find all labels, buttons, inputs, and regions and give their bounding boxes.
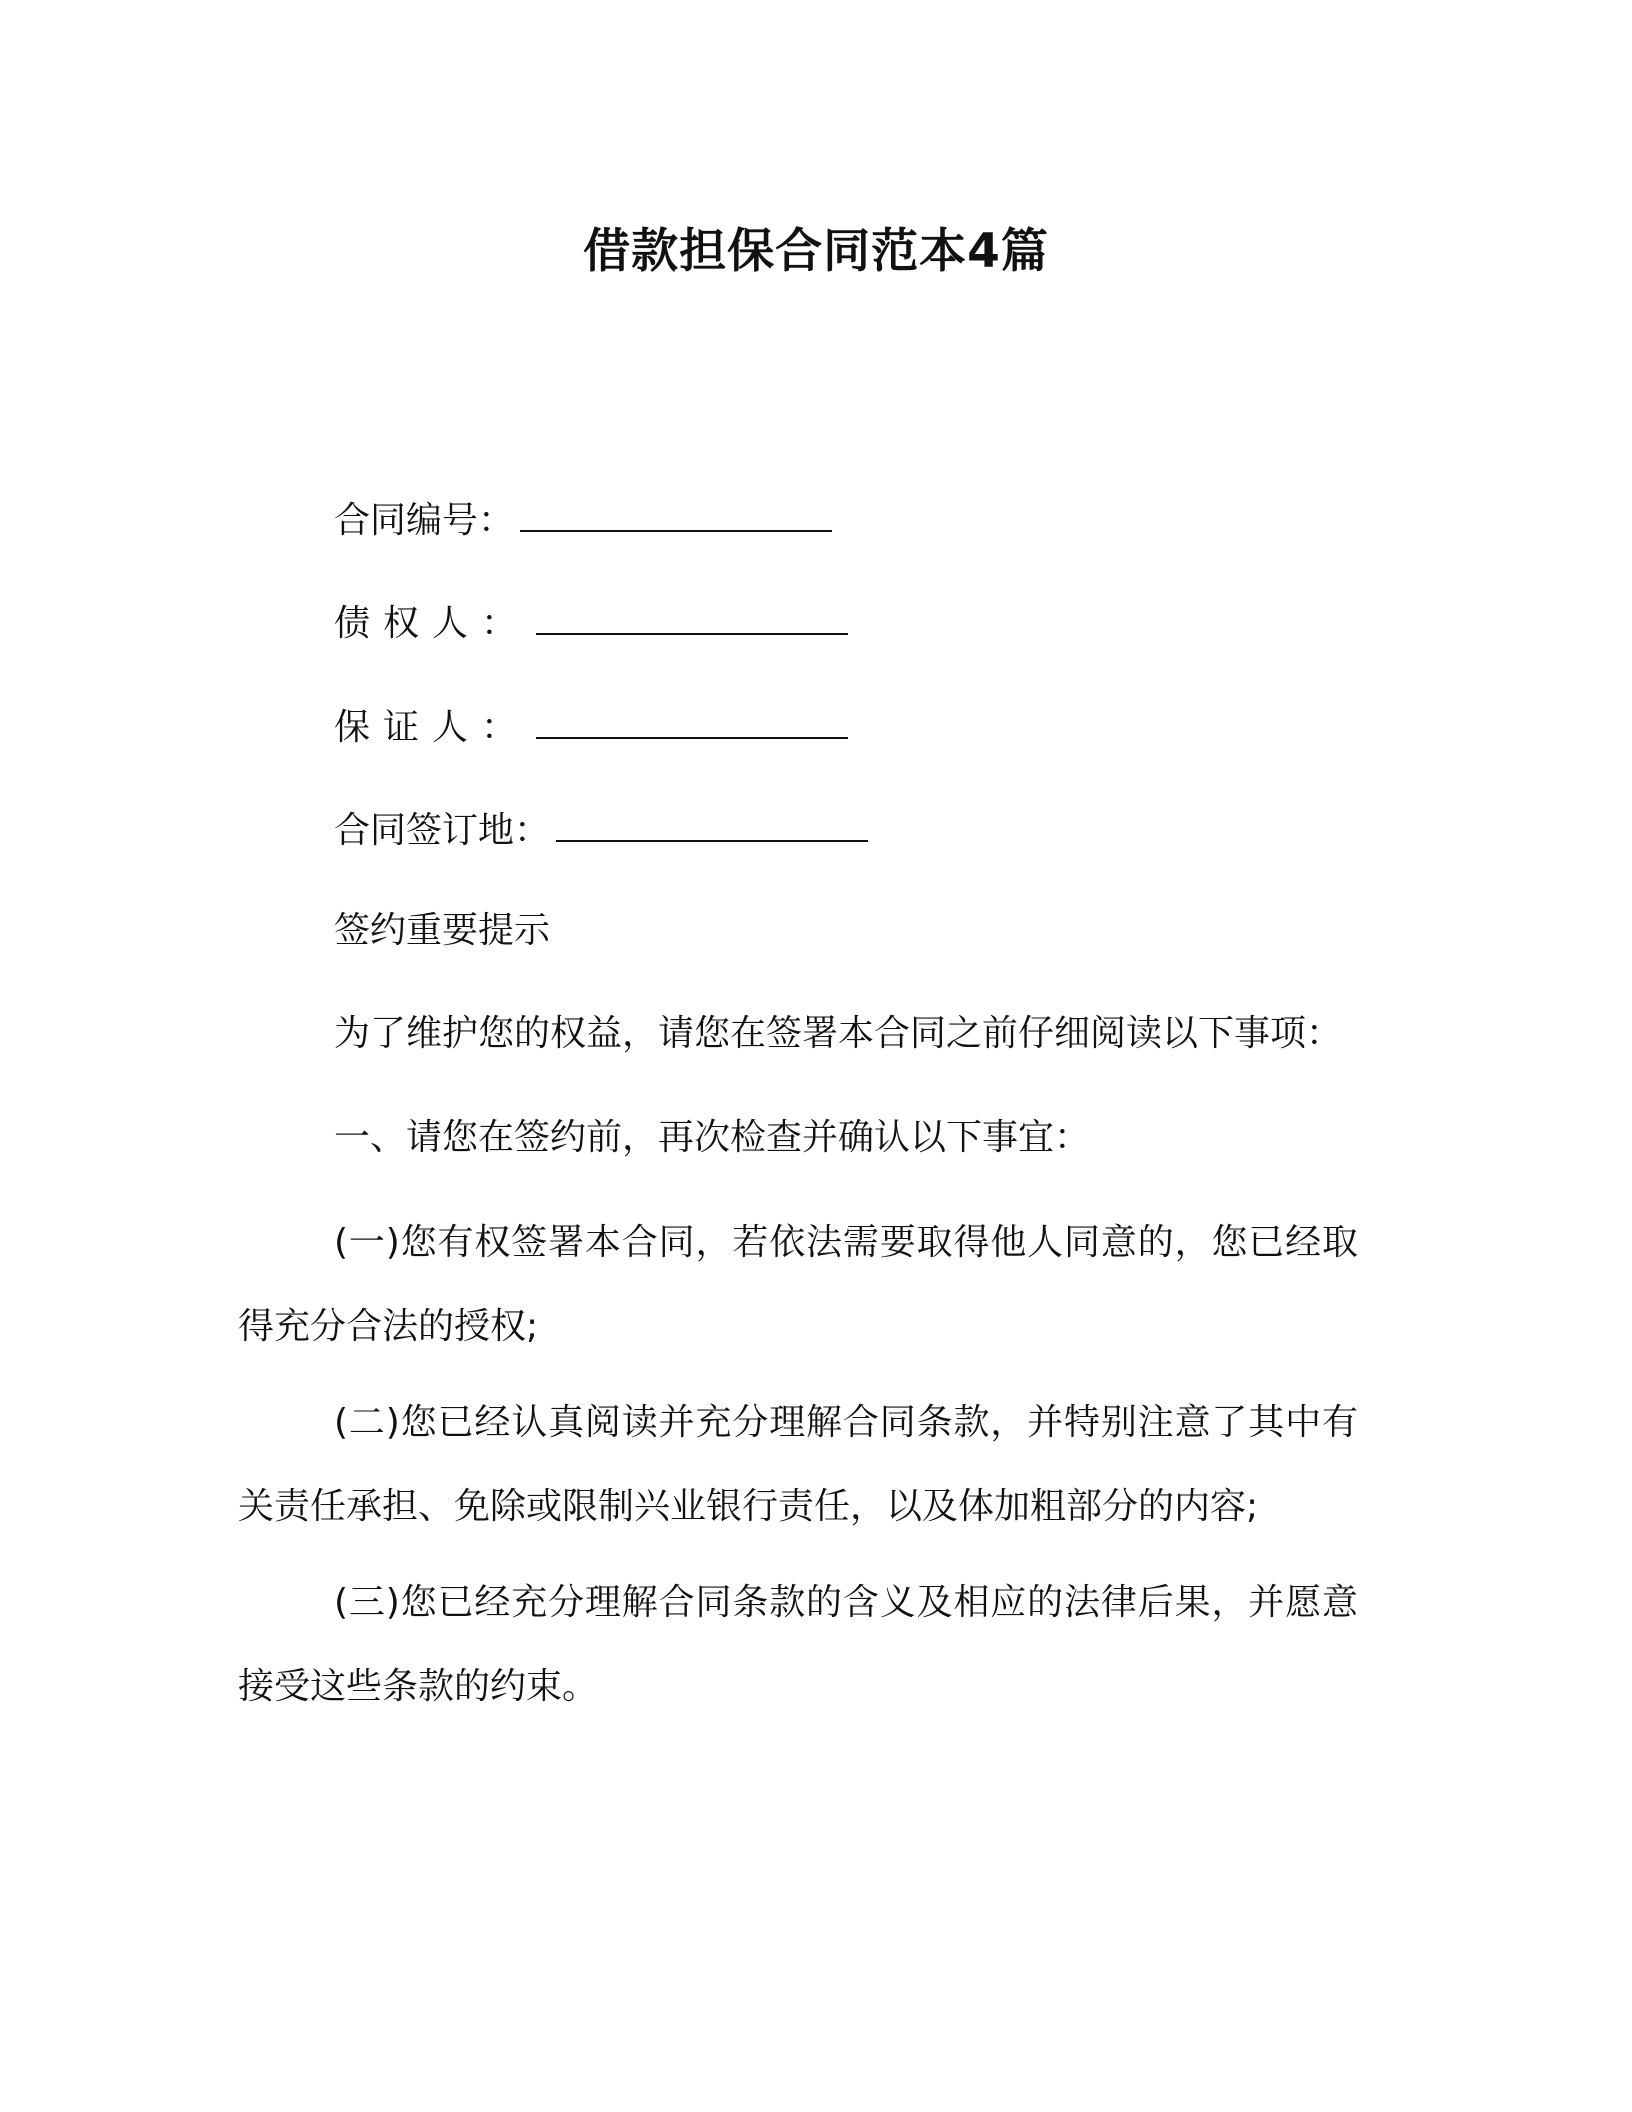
field-contract-number [334,497,832,545]
field-label: 保证人： [334,707,531,748]
field-label: 合同编号： [334,500,515,541]
notice-heading: 签约重要提示 [334,910,551,951]
intro-paragraph: 为了维护您的权益，请您在签署本合同之前仔细阅读以下事项： [334,1013,1343,1054]
blank-line [520,500,832,532]
field-label: 债权人： [334,603,531,644]
blank-line [536,707,848,739]
blank-line [536,603,848,635]
field-signing-place [334,807,868,855]
field-label: 合同签订地： [334,810,551,851]
list-item: (一)您有权签署本合同，若依法需要取得他人同意的，您已经取得充分合法的授权; [238,1222,1358,1347]
document-title: 借款担保合同范本4篇 [583,224,1049,279]
blank-line [556,810,868,842]
field-guarantor [334,704,848,752]
field-creditor [334,600,848,648]
list-item: (三)您已经充分理解合同条款的含义及相应的法律后果，并愿意接受这些条款的约束。 [238,1582,1358,1707]
list-item: (二)您已经认真阅读并充分理解合同条款，并特别注意了其中有关责任承担、免除或限制兴业银行责任，以及体加粗部分的内容; [238,1402,1358,1527]
section-one-heading: 一、请您在签约前，再次检查并确认以下事宜： [334,1117,1091,1158]
